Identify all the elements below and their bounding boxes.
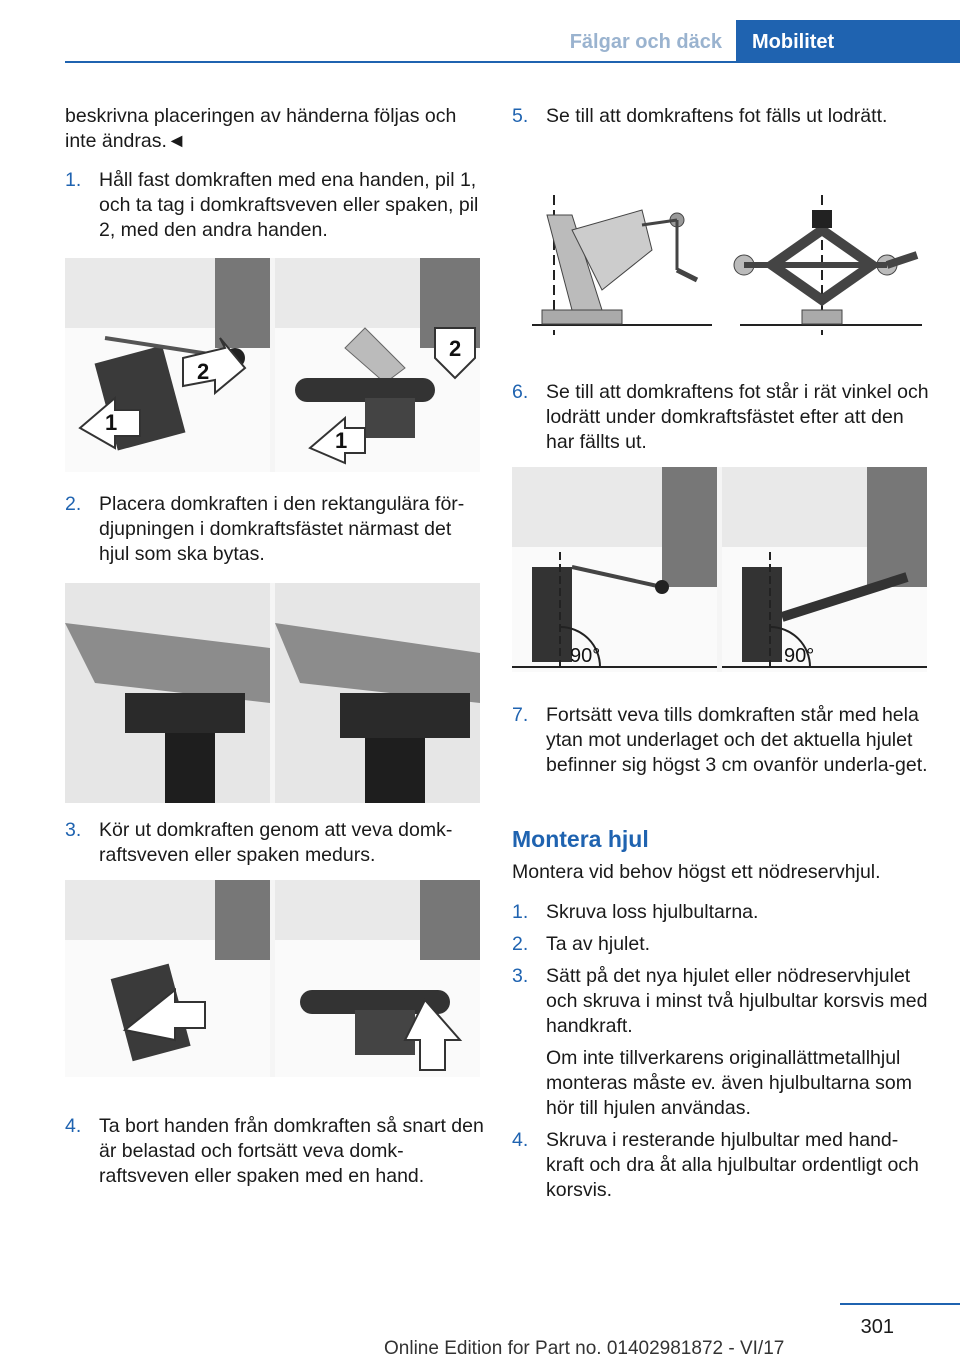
step-number: 4. (512, 1129, 529, 1151)
step-text: Fortsätt veva tills domkraften står med hela ytan mot underlaget och det aktuella hjulet befinner sig högst 3 cm ovanför underla-get. (546, 704, 928, 776)
mount-step-3-note (512, 1046, 932, 1121)
step-2 (65, 492, 485, 567)
step-text: Kör ut domkraften genom att veva domk-raftsveven eller spaken medurs. (99, 819, 453, 866)
mount-step-4 (512, 1128, 932, 1203)
step-number: 1. (65, 169, 82, 191)
header-chapter-tab: Mobilitet (736, 20, 960, 61)
arrow-1-label: 1 (105, 410, 118, 435)
arrow-1-label-b: 1 (335, 428, 348, 453)
step-5 (512, 104, 932, 129)
figure-jack-crank (65, 880, 480, 1077)
step-number: 7. (512, 704, 529, 726)
step-number: 6. (512, 381, 529, 403)
step-number: 4. (65, 1115, 82, 1137)
page-number: 301 (860, 1316, 894, 1338)
figure-jack-right-angle (512, 467, 927, 672)
step-text: Placera domkraften i den rektangulära för-djupningen i domkraftsfästet närmast det hjul som ska bytas. (99, 493, 465, 565)
step-number: 1. (512, 901, 529, 923)
angle-label: 90° (570, 645, 601, 667)
edition-note: Online Edition for Part no. 01402981872 - VI/17 (384, 1338, 785, 1359)
mount-step-2 (512, 932, 932, 957)
arrow-2-label: 2 (197, 359, 210, 384)
step-text: Ta bort handen från domkraften så snart den är belastad och fortsätt veva domk-raftsveven eller spaken med en hand. (99, 1115, 484, 1187)
step-text: Skruva loss hjulbultarna. (546, 901, 759, 923)
figure-jack-position (65, 583, 480, 803)
footer-rule (840, 1303, 960, 1305)
step-number: 3. (512, 965, 529, 987)
step-text: Ta av hjulet. (546, 933, 651, 955)
step-6 (512, 380, 932, 455)
step-4 (65, 1114, 485, 1189)
section-intro: Montera vid behov högst ett nödreservhjul. (512, 861, 881, 883)
step-text: Skruva i resterande hjulbultar med hand-kraft och dra åt alla hjulbultar ordentligt och korsvis. (546, 1129, 919, 1201)
step-1 (65, 168, 485, 243)
step-number: 5. (512, 105, 529, 127)
figure-jack-foot-vertical (512, 170, 930, 345)
section-title: Montera hjul (512, 826, 649, 852)
mount-step-1 (512, 900, 932, 925)
header-section-tab: Fälgar och däck (569, 31, 722, 53)
step-text: Se till att domkraftens fot fälls ut lodrätt. (546, 105, 888, 127)
step-text: Se till att domkraftens fot står i rät vinkel och lodrätt under domkraftsfästet efter att den har fällts ut. (546, 381, 929, 453)
intro-tail: beskrivna placeringen av händerna följas och inte ändras.◄ (65, 105, 457, 152)
angle-label-b: 90° (784, 645, 815, 667)
step-7 (512, 703, 932, 778)
step-text: Om inte tillverkarens originallättmetallhjul monteras måste ev. även hjulbultarna som hör till hjulen användas. (546, 1047, 912, 1119)
figure-jack-hold (65, 258, 480, 472)
step-text: Sätt på det nya hjulet eller nödreservhjulet och skruva i minst två hjulbultar korsvis med handkraft. (546, 965, 928, 1037)
step-number: 2. (65, 493, 82, 515)
arrow-2-label-b: 2 (449, 336, 462, 361)
header-rule (65, 61, 960, 63)
step-number: 3. (65, 819, 82, 841)
step-3 (65, 818, 485, 868)
step-text: Håll fast domkraften med ena handen, pil 1, och ta tag i domkraftsveven eller spaken, pil 2, med den andra handen. (99, 169, 479, 241)
mount-step-3 (512, 964, 932, 1039)
step-number: 2. (512, 933, 529, 955)
